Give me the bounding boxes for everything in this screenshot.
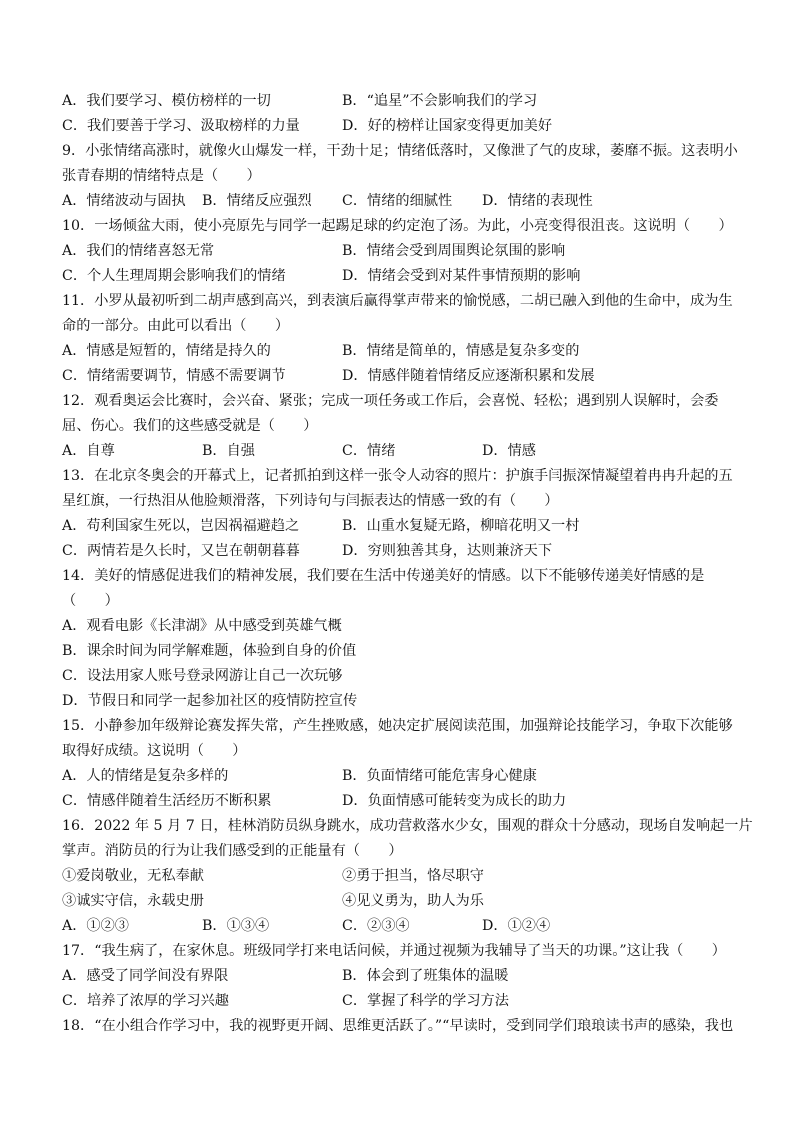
q8-option-c[interactable]: C．我们要善于学习、汲取榜样的力量 [62,118,300,134]
q17-option-c[interactable]: C．培养了浓厚的学习兴趣 [62,993,229,1009]
q13-option-b[interactable]: B．山重水复疑无路，柳暗花明又一村 [342,518,580,534]
q14-option-d[interactable]: D．节假日和同学一起参加社区的疫情防控宣传 [62,693,358,709]
q10-option-d[interactable]: D．情绪会受到对某件事情预期的影响 [342,268,581,284]
q14-stem-line-2: （ ） [62,593,119,609]
q16-stem-line-1: 16．2022 年 5 月 7 日，桂林消防员纵身跳水，成功营救落水少女，围观的群众十分感动，现场自发响起一片 [62,818,753,834]
q16-option-a[interactable]: A．①②③ [62,918,129,934]
q16-item-2: ②勇于担当，恪尽职守 [342,868,484,884]
q9-option-a[interactable]: A．情绪波动与固执 [62,193,186,209]
q9-option-b[interactable]: B．情绪反应强烈 [202,193,312,209]
q8-option-b[interactable]: B．“追星”不会影响我们的学习 [342,93,538,109]
q10-options-row-1 [62,239,734,264]
q13-options-row-2 [62,539,734,564]
q15-option-a[interactable]: A．人的情绪是复杂多样的 [62,768,229,784]
q16-stem-line-2: 掌声。消防员的行为让我们感受到的正能量有（ ） [62,843,403,859]
q15-stem-line-1: 15．小静参加年级辩论赛发挥失常，产生挫败感，她决定扩展阅读范围，加强辩论技能学习，争取下次能够 [62,718,733,734]
q8-options-row-2 [62,114,734,139]
q11-option-b[interactable]: B．情绪是简单的，情感是复杂多变的 [342,343,580,359]
q11-option-d[interactable]: D．情感伴随着情绪反应逐渐积累和发展 [342,368,595,384]
q11-stem-line-2: 命的一部分。由此可以看出（ ） [62,318,290,334]
q14-option-b[interactable]: B．课余时间为同学解难题，体验到自身的价值 [62,643,357,659]
q15-stem-line-2: 取得好成绩。这说明（ ） [62,743,247,759]
q16-items-row-1 [62,864,734,889]
q12-options-row [62,439,734,464]
q17-options-row-1 [62,964,734,989]
q17-option-d[interactable]: C．掌握了科学的学习方法 [342,993,509,1009]
q11-option-c[interactable]: C．情绪需要调节，情感不需要调节 [62,368,286,384]
q17-option-a[interactable]: A．感受了同学间没有界限 [62,968,229,984]
q9-stem-line-2: 张青春期的情绪特点是（ ） [62,168,261,184]
q16-item-4: ④见义勇为，助人为乐 [342,893,484,909]
q9-stem-line-1: 9．小张情绪高涨时，就像火山爆发一样，干劲十足；情绪低落时，又像泄了气的皮球，萎靡不振。这表明小 [62,143,738,159]
q13-option-c[interactable]: C．两情若是久长时，又岂在朝朝暮暮 [62,543,300,559]
q8-option-a[interactable]: A．我们要学习、模仿榜样的一切 [62,93,271,109]
q9-option-c[interactable]: C．情绪的细腻性 [342,193,453,209]
q14-option-c[interactable]: C．设法用家人账号登录网游让自己一次玩够 [62,668,343,684]
q16-item-3: ③诚实守信，永载史册 [62,893,204,909]
question-list [62,89,753,1039]
q12-option-c[interactable]: C．情绪 [342,443,396,459]
q12-option-b[interactable]: B．自强 [202,443,255,459]
q17-options-row-2 [62,989,734,1014]
q16-option-b[interactable]: B．①③④ [202,918,270,934]
q16-option-c[interactable]: C．②③④ [342,918,410,934]
q14-option-a[interactable]: A．观看电影《长津湖》从中感受到英雄气概 [62,618,342,634]
q15-options-row-2 [62,789,734,814]
q16-items-row-2 [62,889,734,914]
q9-options-row [62,189,734,214]
q8-option-d[interactable]: D．好的榜样让国家变得更加美好 [342,118,553,134]
q12-option-a[interactable]: A．自尊 [62,443,115,459]
q12-option-d[interactable]: D．情感 [482,443,536,459]
q13-options-row-1 [62,514,734,539]
q14-stem-line-1: 14．美好的情感促进我们的精神发展，我们要在生活中传递美好的情感。以下不能够传递美好情感的是 [62,568,705,584]
q15-option-d[interactable]: D．负面情感可能转变为成长的助力 [342,793,567,809]
q13-stem-line-2: 星红旗，一行热泪从他脸颊滑落，下列诗句与闫振表达的情感一致的有（ ） [62,493,559,509]
q13-option-d[interactable]: D．穷则独善其身，达则兼济天下 [342,543,553,559]
q13-stem-line-1: 13．在北京冬奥会的开幕式上，记者抓拍到这样一张令人动容的照片：护旗手闫振深情凝望着冉冉升起的五 [62,468,733,484]
q15-option-b[interactable]: B．负面情绪可能危害身心健康 [342,768,537,784]
q13-option-a[interactable]: A．苟利国家生死以，岂因祸福避趋之 [62,518,300,534]
q12-stem-line-1: 12．观看奥运会比赛时，会兴奋、紧张；完成一项任务或工作后，会喜悦、轻松；遇到别人误解时，会委 [62,393,719,409]
q18-stem-line-1: 18．“在小组合作学习中，我的视野更开阔、思维更活跃了。”“早读时，受到同学们琅琅读书声的感染，我也 [62,1018,734,1034]
q17-option-b[interactable]: B．体会到了班集体的温暖 [342,968,509,984]
q9-option-d[interactable]: D．情绪的表现性 [482,193,593,209]
q16-option-d[interactable]: D．①②④ [482,918,551,934]
q12-stem-line-2: 屈、伤心。我们的这些感受就是（ ） [62,418,318,434]
q8-options-row-1 [62,89,734,114]
q11-options-row-1 [62,339,734,364]
q15-options-row-1 [62,764,734,789]
q16-options-row [62,914,734,939]
q10-option-c[interactable]: C．个人生理周期会影响我们的情绪 [62,268,286,284]
q10-option-b[interactable]: B．情绪会受到周围舆论氛围的影响 [342,243,566,259]
q15-option-c[interactable]: C．情感伴随着生活经历不断积累 [62,793,272,809]
q11-options-row-2 [62,364,734,389]
q16-item-1: ①爱岗敬业，无私奉献 [62,868,204,884]
q10-option-a[interactable]: A．我们的情绪喜怒无常 [62,243,215,259]
q17-stem-line-1: 17．“我生病了，在家休息。班级同学打来电话问候，并通过视频为我辅导了当天的功课。”这让我（ ） [62,943,726,959]
q10-options-row-2 [62,264,734,289]
q10-stem-line-1: 10．一场倾盆大雨，使小亮原先与同学一起踢足球的约定泡了汤。为此，小亮变得很沮丧。这说明（ ） [62,218,733,234]
q11-option-a[interactable]: A．情感是短暂的，情绪是持久的 [62,343,271,359]
q11-stem-line-1: 11．小罗从最初听到二胡声感到高兴，到表演后赢得掌声带来的愉悦感，二胡已融入到他的生命中，成为生 [62,293,733,309]
